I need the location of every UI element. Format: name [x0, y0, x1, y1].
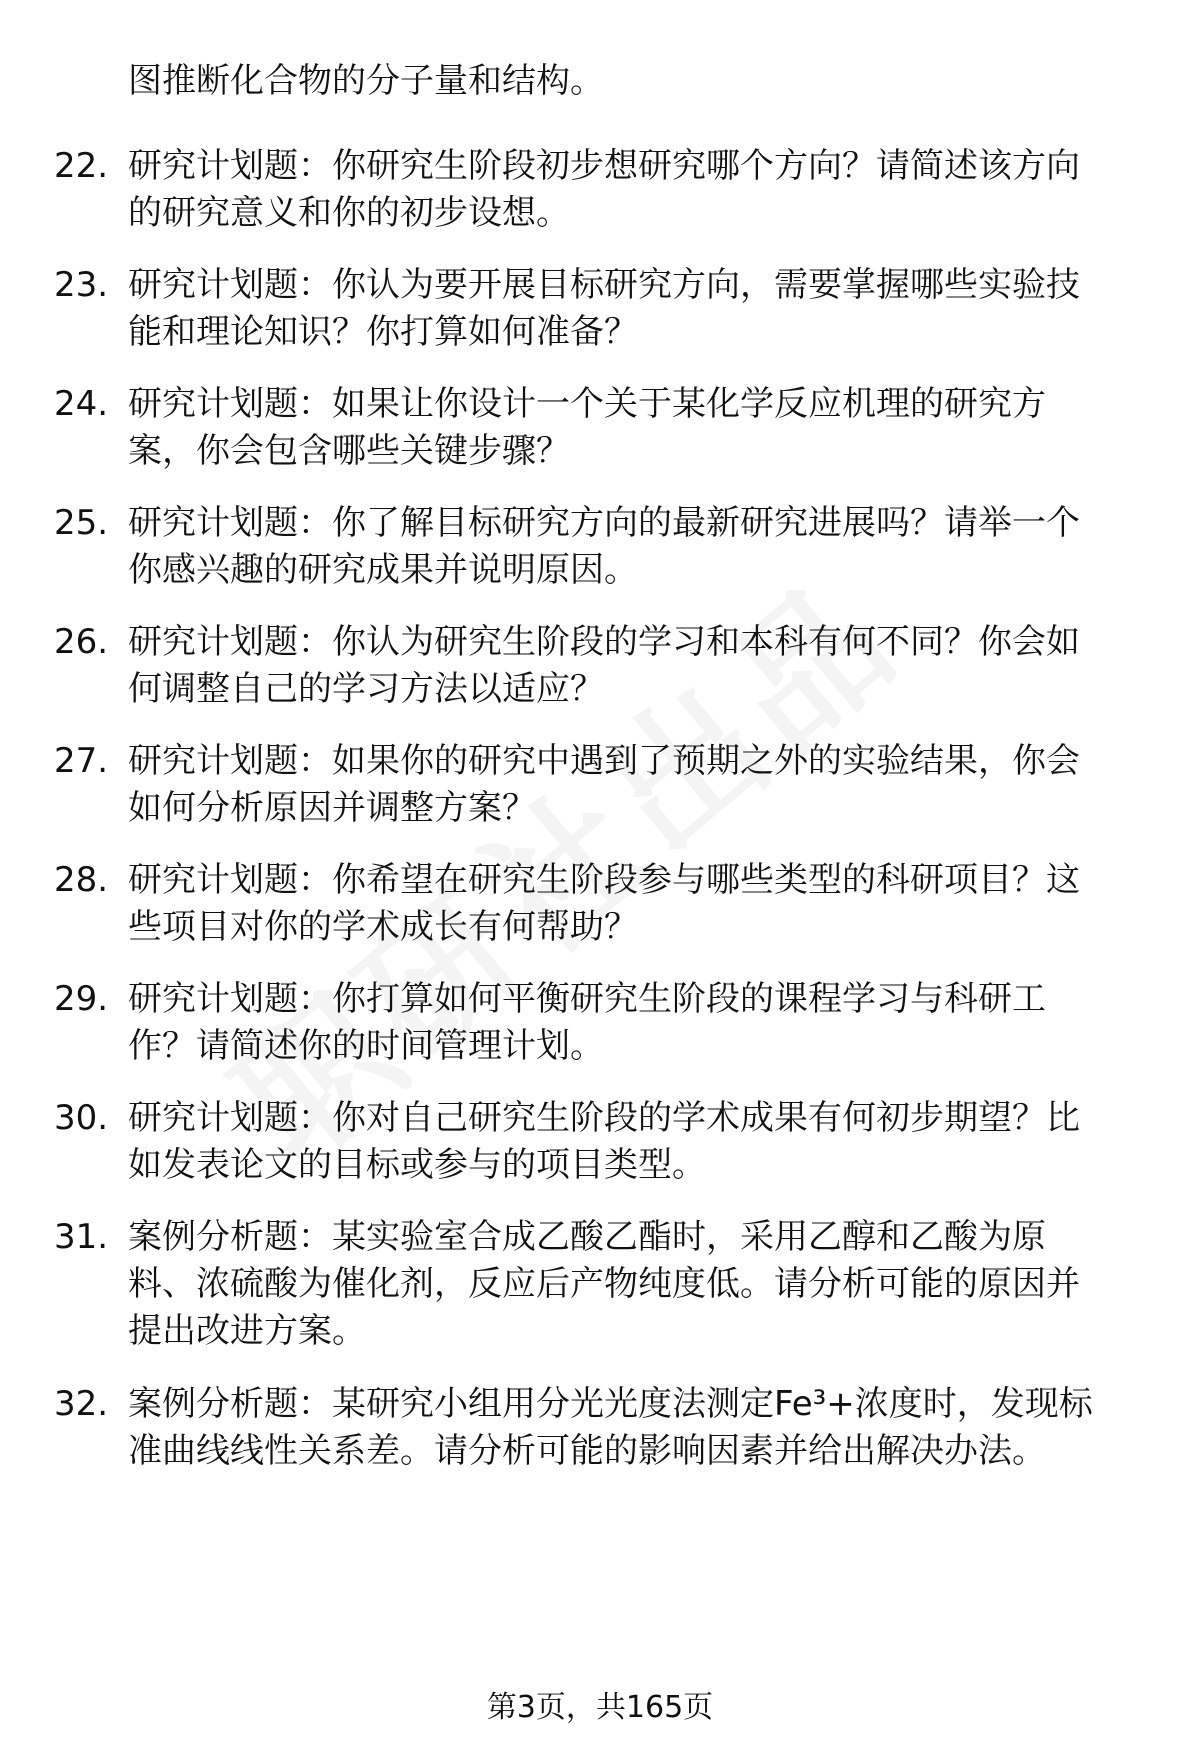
- item-number: 25.: [54, 503, 109, 543]
- item-line: 研究计划题：你认为要开展目标研究方向，需要掌握哪些实验技: [128, 265, 1080, 305]
- item-text: [128, 262, 1138, 356]
- page-footer: 第3页，共165页: [486, 1690, 714, 1725]
- item-text: [128, 500, 1138, 594]
- item-line: 料、浓硫酸为催化剂，反应后产物纯度低。请分析可能的原因并: [128, 1264, 1080, 1304]
- item-number: 32.: [54, 1384, 109, 1424]
- item-line: 研究计划题：你打算如何平衡研究生阶段的课程学习与科研工: [128, 979, 1046, 1019]
- item-number: 27.: [54, 741, 109, 781]
- item-text: [128, 1095, 1138, 1189]
- continuation-text: 图推断化合物的分子量和结构。: [128, 61, 604, 101]
- item-number: 24.: [54, 384, 109, 424]
- item-text: [128, 857, 1138, 951]
- item-number: 28.: [54, 860, 109, 900]
- item-line: 作？请简述你的时间管理计划。: [128, 1026, 604, 1066]
- item-line: 能和理论知识？你打算如何准备？: [128, 312, 638, 352]
- item-line: 案，你会包含哪些关键步骤？: [128, 431, 570, 471]
- item-line: 研究计划题：你研究生阶段初步想研究哪个方向？请简述该方向: [128, 146, 1080, 186]
- item-text: [128, 381, 1138, 475]
- item-text: [128, 738, 1138, 832]
- item-line: 你感兴趣的研究成果并说明原因。: [128, 550, 638, 590]
- item-number: 31.: [54, 1217, 109, 1257]
- item-line: 研究计划题：你认为研究生阶段的学习和本科有何不同？你会如: [128, 622, 1080, 662]
- item-line: 案例分析题：某实验室合成乙酸乙酯时，采用乙醇和乙酸为原: [128, 1217, 1046, 1257]
- item-line: 提出改进方案。: [128, 1311, 366, 1351]
- item-line: 些项目对你的学术成长有何帮助？: [128, 907, 638, 947]
- item-text: [128, 976, 1138, 1070]
- item-number: 22.: [54, 146, 109, 186]
- item-number: 23.: [54, 265, 109, 305]
- item-number: 30.: [54, 1098, 109, 1138]
- item-line: 研究计划题：如果你的研究中遇到了预期之外的实验结果，你会: [128, 741, 1080, 781]
- item-line: 如发表论文的目标或参与的项目类型。: [128, 1145, 706, 1185]
- item-line: 案例分析题：某研究小组用分光光度法测定Fe³+浓度时，发现标: [128, 1384, 1093, 1424]
- item-line: 准曲线线性关系差。请分析可能的影响因素并给出解决办法。: [128, 1431, 1046, 1471]
- item-number: 29.: [54, 979, 109, 1019]
- item-line: 研究计划题：你了解目标研究方向的最新研究进展吗？请举一个: [128, 503, 1080, 543]
- item-text: [128, 619, 1138, 713]
- item-line: 的研究意义和你的初步设想。: [128, 193, 570, 233]
- item-line: 如何分析原因并调整方案？: [128, 788, 536, 828]
- item-line: 何调整自己的学习方法以适应？: [128, 669, 604, 709]
- item-text: [128, 1381, 1138, 1475]
- item-number: 26.: [54, 622, 109, 662]
- item-text: [128, 1214, 1138, 1355]
- item-text: [128, 143, 1138, 237]
- item-line: 研究计划题：你对自己研究生阶段的学术成果有何初步期望？比: [128, 1098, 1080, 1138]
- item-line: 研究计划题：你希望在研究生阶段参与哪些类型的科研项目？这: [128, 860, 1080, 900]
- item-line: 研究计划题：如果让你设计一个关于某化学反应机理的研究方: [128, 384, 1046, 424]
